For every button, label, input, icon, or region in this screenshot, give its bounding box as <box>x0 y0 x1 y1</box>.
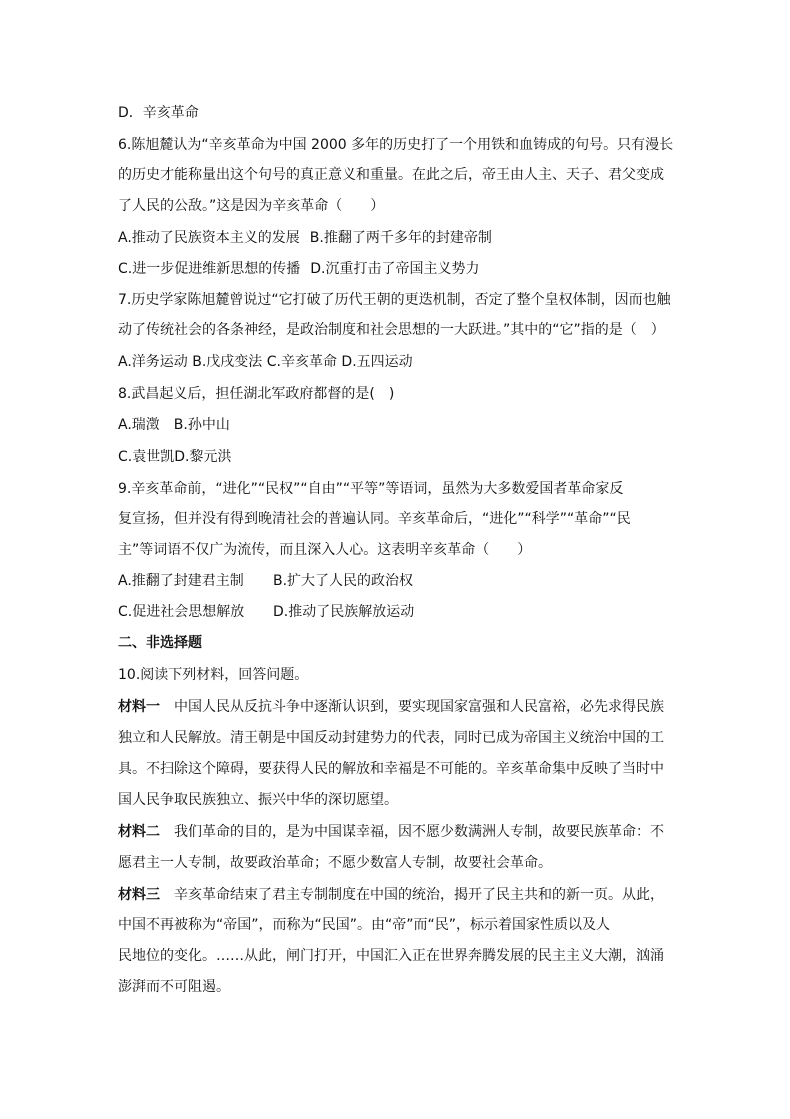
q10-stem: 10.阅读下列材料，回答问题。 <box>118 667 309 683</box>
q8-stem: 8.武昌起义后，担任湖北军政府都督的是( ) <box>118 386 395 402</box>
q7-stem-line-1: 7.历史学家陈旭麓曾说过“它打破了历代王朝的更迭机制，否定了整个皇权体制，因而也触 <box>118 292 671 308</box>
section-2-heading: 二、非选择题 <box>118 635 202 651</box>
q9-options-ab <box>118 571 413 591</box>
q7-options: A.洋务运动 B.戊戌变法 C.辛亥革命 D.五四运动 <box>118 354 413 370</box>
material-3-line-1: 材料三 辛亥革命结束了君主专制制度在中国的统治，揭开了民主共和的新一页。从此， <box>118 887 664 903</box>
q9-options-cd <box>118 602 414 622</box>
q8-options-ab: A.瑞澂 B.孙中山 <box>118 417 230 433</box>
material-1-label: 材料一 <box>118 699 160 715</box>
material-2-line-2: 愿君主一人专制，故要政治革命；不愿少数富人专制，故要社会革命。 <box>118 855 552 871</box>
q6-option-a: A.推动了民族资本主义的发展 <box>118 230 300 246</box>
q9-option-c: C.促进社会思想解放 <box>118 604 245 620</box>
q5-option-d: D．辛亥革命 <box>118 105 199 121</box>
material-1-line-1: 材料一 中国人民从反抗斗争中逐渐认识到，要实现国家富强和人民富裕，必先求得民族 <box>118 699 664 715</box>
material-1-line-3: 具。不扫除这个障碍，要获得人民的解放和幸福是不可能的。辛亥革命集中反映了当时中 <box>118 761 664 777</box>
material-2-line-1: 材料二 我们革命的目的，是为中国谋幸福，因不愿少数满洲人专制，故要民族革命：不 <box>118 824 664 840</box>
q6-option-b: B.推翻了两千多年的封建帝制 <box>309 230 492 246</box>
q9-stem-line-2: 复宣扬，但并没有得到晚清社会的普遍认同。辛亥革命后，“进化”“科学”“革命”“民 <box>118 511 631 527</box>
q9-stem-line-1: 9.辛亥革命前，“进化”“民权”“自由”“平等”等语词，虽然为大多数爱国者革命家反 <box>118 481 624 497</box>
material-3-label: 材料三 <box>118 887 160 903</box>
q9-option-a: A.推翻了封建君主制 <box>118 573 244 589</box>
q6-options-ab <box>118 228 492 248</box>
q8-options-cd: C.袁世凯D.黎元洪 <box>118 449 232 465</box>
material-3-line-3: 民地位的变化。……从此，闸门打开，中国汇入正在世界奔腾发展的民主主义大潮，汹涌 <box>118 948 664 964</box>
q9-option-b: B.扩大了人民的政治权 <box>273 573 414 589</box>
material-3-line-2: 中国不再被称为“帝国”，而称为“民国”。由“帝”而“民”，标示着国家性质以及人 <box>118 917 611 933</box>
material-2-label: 材料二 <box>118 824 160 840</box>
q6-stem-line-3: 了人民的公敌。”这是因为辛亥革命（ ） <box>118 198 385 214</box>
q6-options-cd <box>118 259 479 279</box>
q6-stem-line-1: 6.陈旭麓认为“辛亥革命为中国 2000 多年的历史打了一个用铁和血铸成的句号。只有漫长 <box>118 137 674 153</box>
material-1-line-2: 独立和人民解放。清王朝是中国反动封建势力的代表，同时已成为帝国主义统治中国的工 <box>118 730 664 746</box>
q6-option-d: D.沉重打击了帝国主义势力 <box>310 261 480 277</box>
q9-stem-line-3: 主”等词语不仅广为流传，而且深入人心。这表明辛亥革命（ ） <box>118 542 532 558</box>
q6-stem-line-2: 的历史才能称量出这个句号的真正意义和重量。在此之后，帝王由人主、天子、君父变成 <box>118 167 664 183</box>
q9-option-d: D.推动了民族解放运动 <box>273 604 415 620</box>
q6-option-c: C.进一步促进维新思想的传播 <box>118 261 301 277</box>
q7-stem-line-2: 动了传统社会的各条神经，是政治制度和社会思想的一大跃进。”其中的“它”指的是（ ） <box>118 322 665 338</box>
material-1-line-4: 国人民争取民族独立、振兴中华的深切愿望。 <box>118 792 398 808</box>
material-3-line-4: 澎湃而不可阻遏。 <box>118 979 230 995</box>
